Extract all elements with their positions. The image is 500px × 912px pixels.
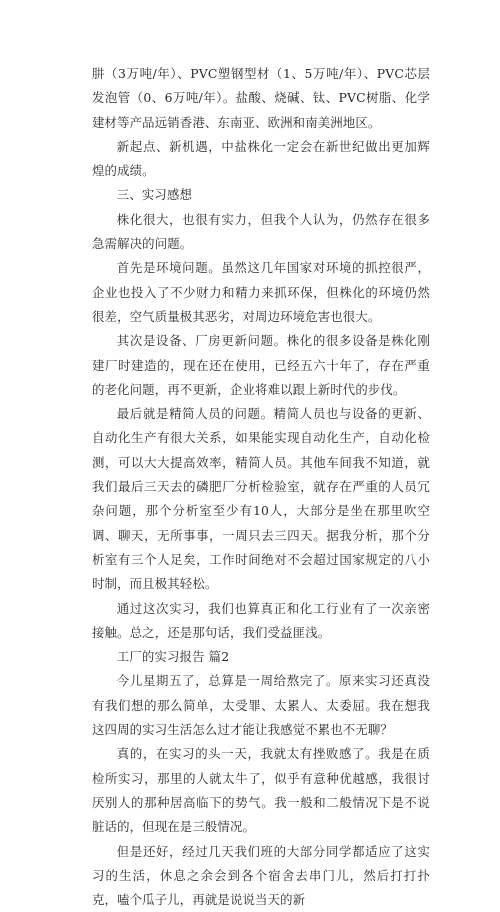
body-paragraph: 通过这次实习，我们也算真正和化工行业有了一次亲密接触。总之，还是那句话，我们受益匪浅。 bbox=[92, 597, 430, 646]
body-paragraph: 株化很大，也很有实力，但我个人认为，仍然存在很多急需解决的问题。 bbox=[92, 208, 430, 257]
section-heading: 三、实习感想 bbox=[92, 183, 430, 207]
body-paragraph: 但是还好，经过几天我们班的大部分同学都适应了这实习的生活，休息之余会到各个宿舍去串门儿，然后打打扑克，嗑个瓜子儿，再就是说说当天的新 bbox=[92, 840, 430, 912]
document-body bbox=[92, 62, 430, 912]
report-heading: 工厂的实习报告 篇2 bbox=[92, 645, 430, 669]
body-paragraph: 真的，在实习的头一天，我就太有挫败感了。我是在质检所实习，那里的人就太牛了，似乎有意种优越感，我很讨厌别人的那种居高临下的势气。我一般和二般情况下是不说脏话的，但现在是三般情况。 bbox=[92, 742, 430, 839]
body-paragraph: 其次是设备、厂房更新问题。株化的很多设备是株化刚建厂时建造的，现在还在使用，已经五六十年了，存在严重的老化问题，再不更新，企业将难以跟上新时代的步伐。 bbox=[92, 329, 430, 402]
body-paragraph: 今儿星期五了，总算是一周给熬完了。原来实习还真没有我们想的那么简单，太受罪、太累人、太委屈。我在想我这四周的实习生活怎么过才能让我感觉不累也不无聊？ bbox=[92, 669, 430, 742]
body-paragraph: 肼（3万吨/年）、PVC塑钢型材（1、5万吨/年）、PVC芯层发泡管（0、6万吨/年）。盐酸、烧碱、钛、PVC树脂、化学建材等产品远销香港、东南亚、欧洲和南美洲地区。 bbox=[92, 62, 430, 135]
body-paragraph: 最后就是精简人员的问题。精简人员也与设备的更新、自动化生产有很大关系，如果能实现自动化生产，自动化检测，可以大大提高效率，精简人员。其他车间我不知道，就我们最后三天去的磷肥厂分析检验室，就存在严重的人员冗杂问题，那个分析室至少有10人，大部分是坐在那里吹空调、聊天，无所事事，一周只去三四天。据我分析，那个分析室有三个人足矣，工作时间绝对不会超过国家规定的八小时制，而且极其轻松。 bbox=[92, 402, 430, 596]
body-paragraph: 新起点、新机遇，中盐株化一定会在新世纪做出更加辉煌的成绩。 bbox=[92, 135, 430, 184]
body-paragraph: 首先是环境问题。虽然这几年国家对环境的抓控很严，企业也投入了不少财力和精力来抓环保，但株化的环境仍然很差，空气质量极其恶劣，对周边环境危害也很大。 bbox=[92, 256, 430, 329]
